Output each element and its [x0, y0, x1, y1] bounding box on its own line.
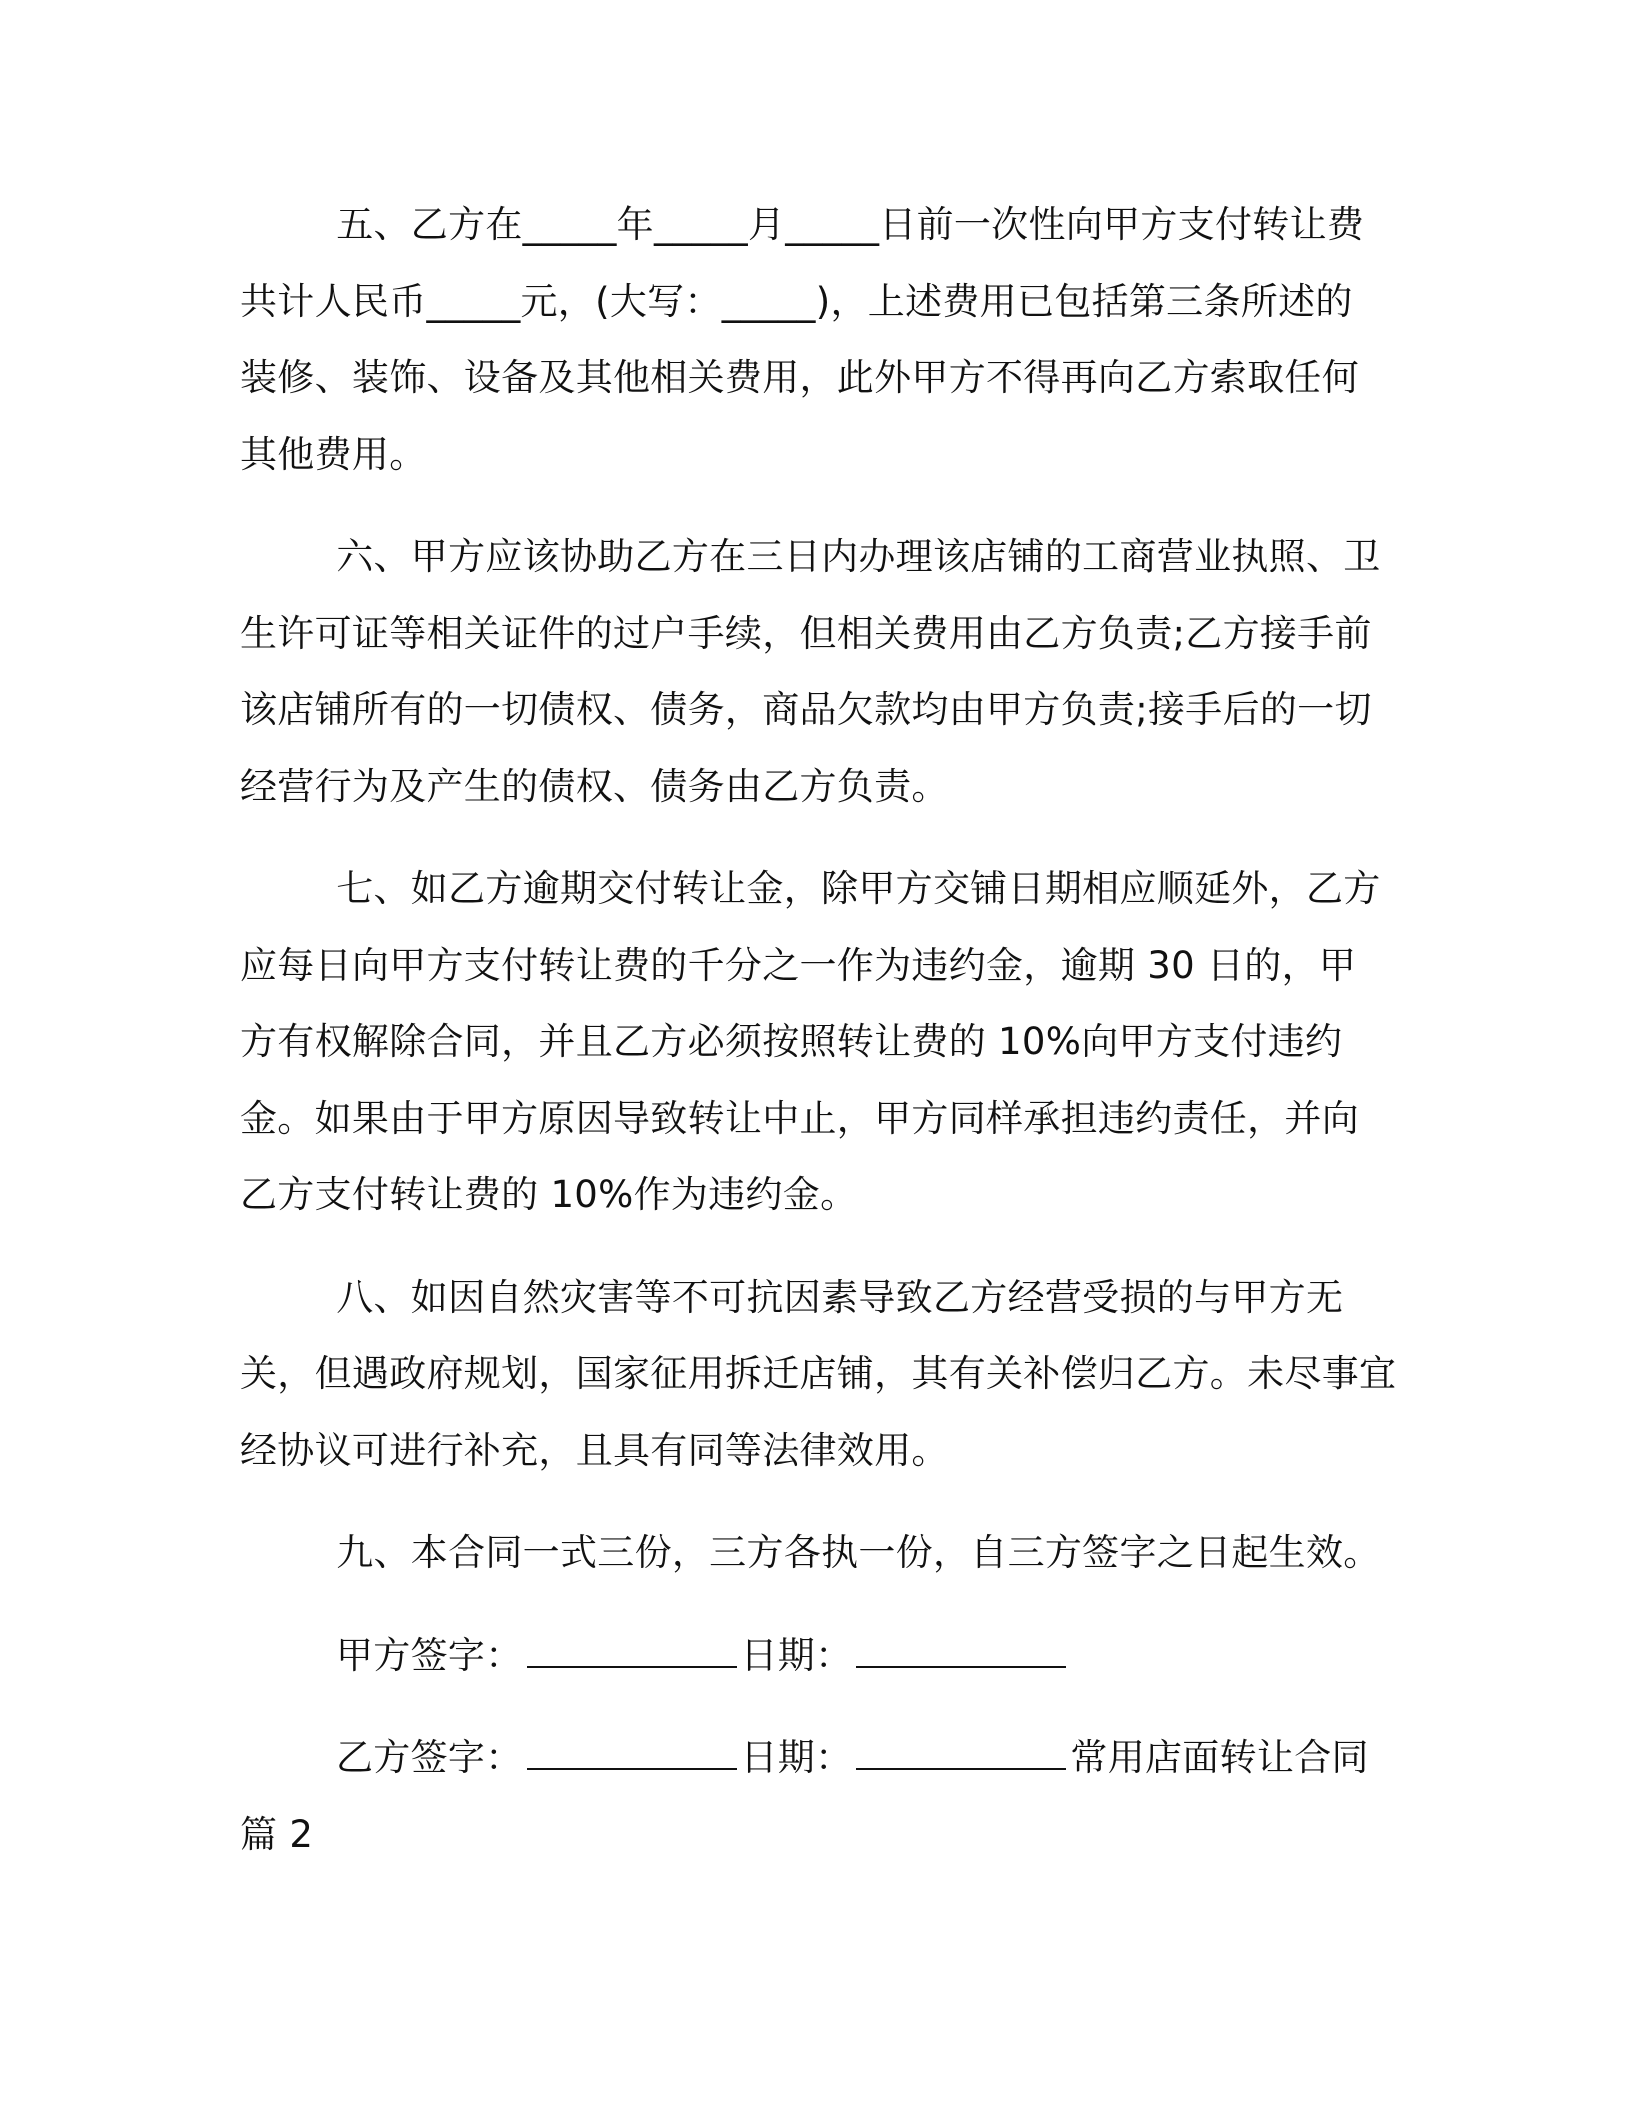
party-b-signature-blank: [527, 1738, 737, 1770]
document-body: [240, 187, 1400, 1873]
clause-6: 六、甲方应该协助乙方在三日内办理该店铺的工商营业执照、卫生许可证等相关证件的过户手续，但相关费用由乙方负责;乙方接手前该店铺所有的一切债权、债务，商品欠款均由甲方负责;接手后的一切经营行为及产生的债权、债务由乙方负责。: [240, 535, 1381, 808]
party-a-date-label: 日期：: [740, 1633, 853, 1677]
party-a-date-blank: [856, 1636, 1066, 1668]
signature-line-party-b: [240, 1720, 1400, 1797]
party-b-date-label: 日期：: [740, 1736, 853, 1779]
clause-8: 八、如因自然灾害等不可抗因素导致乙方经营受损的与甲方无关，但遇政府规划，国家征用拆迁店铺，其有关补偿归乙方。未尽事宜经协议可进行补充，且具有同等法律效用。: [240, 1275, 1397, 1472]
clause-9: 九、本合同一式三份，三方各执一份，自三方签字之日起生效。: [336, 1531, 1381, 1574]
signature-line-party-a: [240, 1618, 1400, 1695]
clause-5: 五、乙方在_____年_____月_____日前一次性向甲方支付转让费共计人民币_____元，(大写：_____)，上述费用已包括第三条所述的装修、装饰、设备及其他相关费用，此外甲方不得再向乙方索取任何其他费用。: [240, 203, 1365, 476]
next-contract-title: 常用店面转让合同: [1070, 1736, 1369, 1779]
next-section-label: 篇 2: [240, 1812, 314, 1856]
party-a-sign-label: 甲方签字：: [336, 1633, 523, 1677]
party-b-date-blank: [856, 1738, 1066, 1770]
party-b-sign-label: 乙方签字：: [336, 1736, 523, 1779]
clause-7: 七、如乙方逾期交付转让金，除甲方交铺日期相应顺延外，乙方应每日向甲方支付转让费的千分之一作为违约金，逾期 30 日的，甲方有权解除合同，并且乙方必须按照转让费的 10%向甲方支付违约金。如果由于甲方原因导致转让中止，甲方同样承担违约责任，并向乙方支付转让费的 10%作为违约金。: [240, 867, 1381, 1216]
party-a-signature-blank: [527, 1636, 737, 1668]
